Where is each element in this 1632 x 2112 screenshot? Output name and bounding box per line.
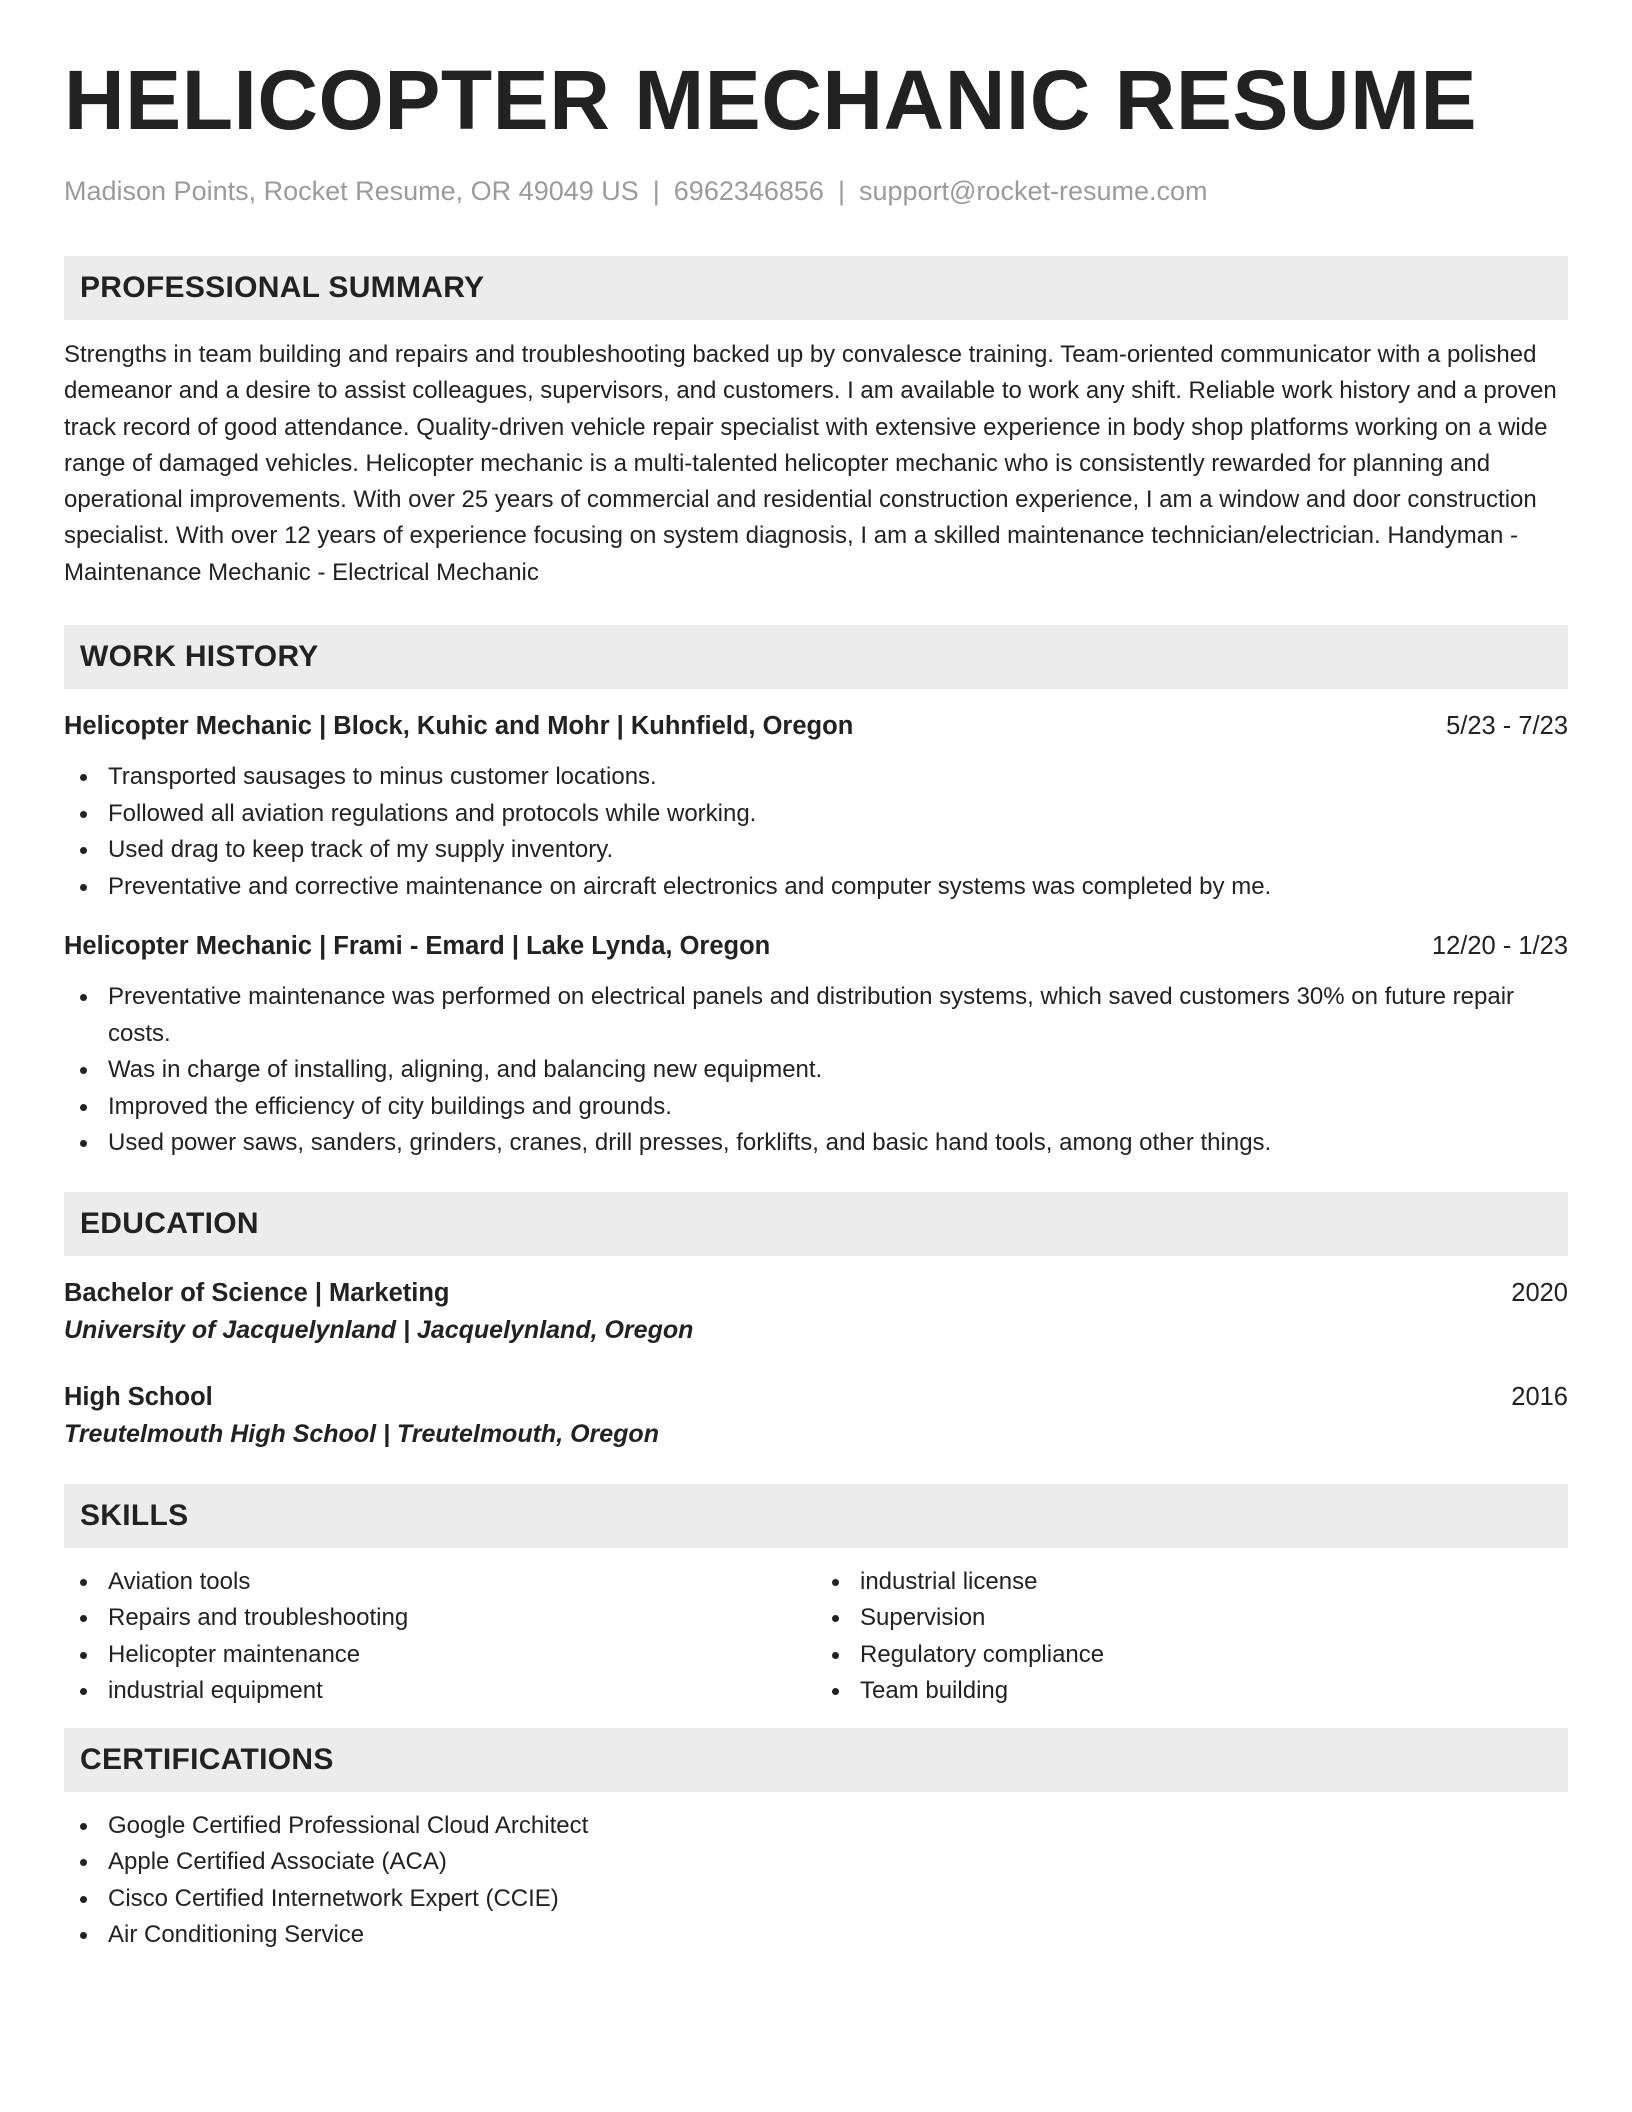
certifications-list (64, 1808, 1568, 1954)
job-dates: 12/20 - 1/23 (1431, 932, 1568, 961)
education-header (64, 1276, 1568, 1310)
skills-list (64, 1564, 816, 1710)
list-item: Used drag to keep track of my supply inventory. (64, 832, 1568, 869)
education-school: University of Jacquelynland | Jacquelynland, Oregon (64, 1315, 694, 1344)
job-header (64, 709, 1568, 743)
list-item: Transported sausages to minus customer locations. (64, 759, 1568, 796)
section-header-education: EDUCATION (64, 1192, 1568, 1256)
job-bullets (64, 759, 1568, 905)
skills-columns (64, 1564, 1568, 1710)
summary-text: Strengths in team building and repairs and troubleshooting backed up by convalesce training. Team-oriented communicator with a polished demeanor and a desire to assist colleagues, supervisors, and customers. I am available to work any shift. Reliable work history and a proven track record of good attendance. Quality-driven vehicle repair specialist with extensive experience in body shop platforms working on a wide range of damaged vehicles. Helicopter mechanic is a multi-talented helicopter mechanic who is consistently rewarded for planning and operational improvements. With over 25 years of commercial and residential construction experience, I am a window and door construction specialist. With over 12 years of experience focusing on system diagnosis, I am a skilled maintenance technician/electrician. Handyman - Maintenance Mechanic - Electrical Mechanic (64, 341, 1557, 586)
education-entry (64, 1380, 1568, 1452)
resume-title: HELICOPTER MECHANIC RESUME (64, 53, 1478, 147)
skills-list (816, 1564, 1568, 1710)
contact-phone: 6962346856 (673, 176, 824, 206)
list-item: Regulatory compliance (816, 1637, 1568, 1674)
list-item: Was in charge of installing, aligning, and balancing new equipment. (64, 1052, 1568, 1089)
section-header-summary: PROFESSIONAL SUMMARY (64, 256, 1568, 320)
job-title: Helicopter Mechanic | Block, Kuhic and Mohr | Kuhnfield, Oregon (64, 712, 854, 741)
contact-line (64, 174, 1568, 208)
section-header-certifications: CERTIFICATIONS (64, 1728, 1568, 1792)
list-item: Google Certified Professional Cloud Architect (64, 1808, 1568, 1845)
job-title: Helicopter Mechanic | Frami - Emard | Lake Lynda, Oregon (64, 932, 771, 961)
list-item: industrial equipment (64, 1673, 816, 1710)
list-item: industrial license (816, 1564, 1568, 1601)
list-item: Repairs and troubleshooting (64, 1600, 816, 1637)
list-item: Helicopter maintenance (64, 1637, 816, 1674)
section-header-skills: SKILLS (64, 1484, 1568, 1548)
contact-separator: | (652, 176, 660, 206)
job-bullets (64, 979, 1568, 1162)
skills-column-left (64, 1564, 816, 1710)
education-entry (64, 1276, 1568, 1348)
skills-column-right (816, 1564, 1568, 1710)
list-item: Supervision (816, 1600, 1568, 1637)
list-item: Team building (816, 1673, 1568, 1710)
education-year: 2020 (1511, 1278, 1568, 1307)
list-item: Aviation tools (64, 1564, 816, 1601)
job-header (64, 929, 1568, 963)
education-degree: High School (64, 1382, 213, 1411)
list-item: Preventative maintenance was performed on electrical panels and distribution systems, which saved customers 30% on future repair costs. (64, 979, 1568, 1052)
education-school: Treutelmouth High School | Treutelmouth, Oregon (64, 1419, 659, 1448)
list-item: Preventative and corrective maintenance on aircraft electronics and computer systems was completed by me. (64, 869, 1568, 906)
contact-separator: | (837, 176, 845, 206)
list-item: Followed all aviation regulations and protocols while working. (64, 796, 1568, 833)
list-item: Cisco Certified Internetwork Expert (CCIE) (64, 1881, 1568, 1918)
list-item: Apple Certified Associate (ACA) (64, 1844, 1568, 1881)
contact-email: support@rocket-resume.com (858, 176, 1208, 206)
list-item: Improved the efficiency of city buildings and grounds. (64, 1089, 1568, 1126)
job-dates: 5/23 - 7/23 (1446, 712, 1568, 741)
education-year: 2016 (1511, 1382, 1568, 1411)
list-item: Air Conditioning Service (64, 1917, 1568, 1954)
list-item: Used power saws, sanders, grinders, cranes, drill presses, forklifts, and basic hand tools, among other things. (64, 1125, 1568, 1162)
education-header (64, 1380, 1568, 1414)
contact-address: Madison Points, Rocket Resume, OR 49049 US (64, 176, 639, 206)
education-degree: Bachelor of Science | Marketing (64, 1278, 450, 1307)
section-header-work-history: WORK HISTORY (64, 625, 1568, 689)
